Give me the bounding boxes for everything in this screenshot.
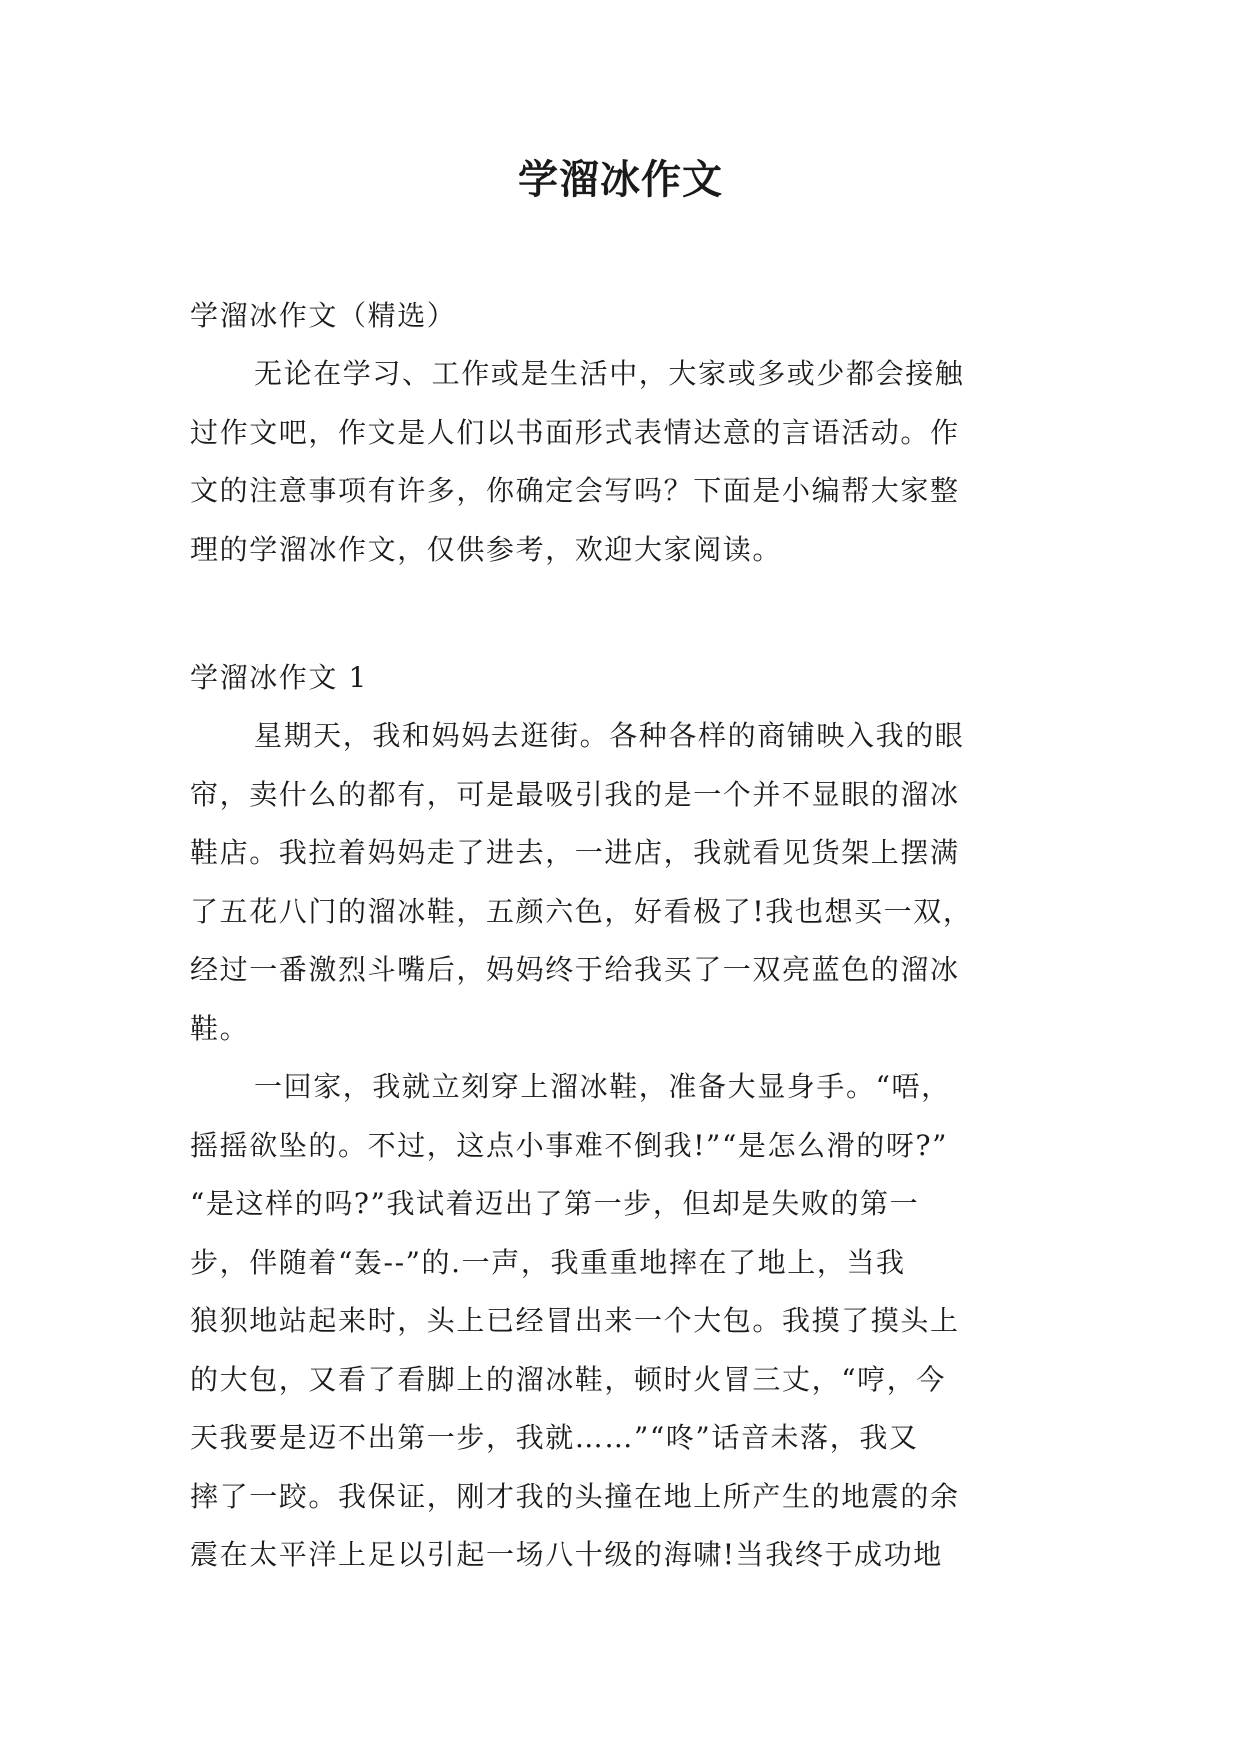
paragraph xyxy=(190,358,1060,592)
text-line: 星期天，我和妈妈去逛街。各种各样的商铺映入我的眼 xyxy=(254,719,965,752)
paragraph xyxy=(190,1071,1060,1598)
section-heading: 学溜冰作文（精选） xyxy=(190,299,457,332)
document-title: 学溜冰作文 xyxy=(518,157,723,203)
text-line: 理的学溜冰作文，仅供参考，欢迎大家阅读。 xyxy=(190,532,783,566)
text-line: 了五花八门的溜冰鞋，五颜六色，好看极了!我也想买一双， xyxy=(190,894,973,928)
text-line: 摔了一跤。我保证，刚才我的头撞在地上所产生的地震的余 xyxy=(190,1479,960,1513)
text-line: 狼狈地站起来时，头上已经冒出来一个大包。我摸了摸头上 xyxy=(190,1304,960,1337)
section-heading: 学溜冰作文 1 xyxy=(190,661,368,694)
text-line: 摇摇欲坠的。不过，这点小事难不倒我!”“是怎么滑的呀?” xyxy=(190,1128,949,1162)
text-line: 无论在学习、工作或是生活中，大家或多或少都会接触 xyxy=(254,357,965,390)
text-line: 天我要是迈不出第一步，我就……”“咚”话音未落，我又 xyxy=(190,1421,919,1454)
document-body xyxy=(190,300,1060,1598)
text-line: 鞋。 xyxy=(190,1011,250,1045)
text-line: “是这样的吗?”我试着迈出了第一步，但却是失败的第一 xyxy=(190,1187,920,1220)
text-line: 文的注意事项有许多，你确定会写吗？下面是小编帮大家整 xyxy=(190,474,960,507)
text-line: 的大包，又看了看脚上的溜冰鞋，顿时火冒三丈，“哼，今 xyxy=(190,1362,946,1396)
text-line: 震在太平洋上足以引起一场八十级的海啸!当我终于成功地 xyxy=(190,1538,943,1571)
section-essay-1 xyxy=(190,662,1060,1598)
text-line: 过作文吧，作文是人们以书面形式表情达意的言语活动。作 xyxy=(190,415,960,449)
text-line: 一回家，我就立刻穿上溜冰鞋，准备大显身手。“唔， xyxy=(254,1070,951,1103)
section-intro xyxy=(190,300,1060,592)
section-spacer xyxy=(190,592,1060,662)
text-line: 鞋店。我拉着妈妈走了进去，一进店，我就看见货架上摆满 xyxy=(190,836,960,869)
text-line: 步，伴随着“轰--”的.一声，我重重地摔在了地上，当我 xyxy=(190,1245,906,1279)
text-line: 经过一番激烈斗嘴后，妈妈终于给我买了一双亮蓝色的溜冰 xyxy=(190,953,960,986)
paragraph xyxy=(190,720,1060,1071)
text-line: 帘，卖什么的都有，可是最吸引我的是一个并不显眼的溜冰 xyxy=(190,777,960,811)
